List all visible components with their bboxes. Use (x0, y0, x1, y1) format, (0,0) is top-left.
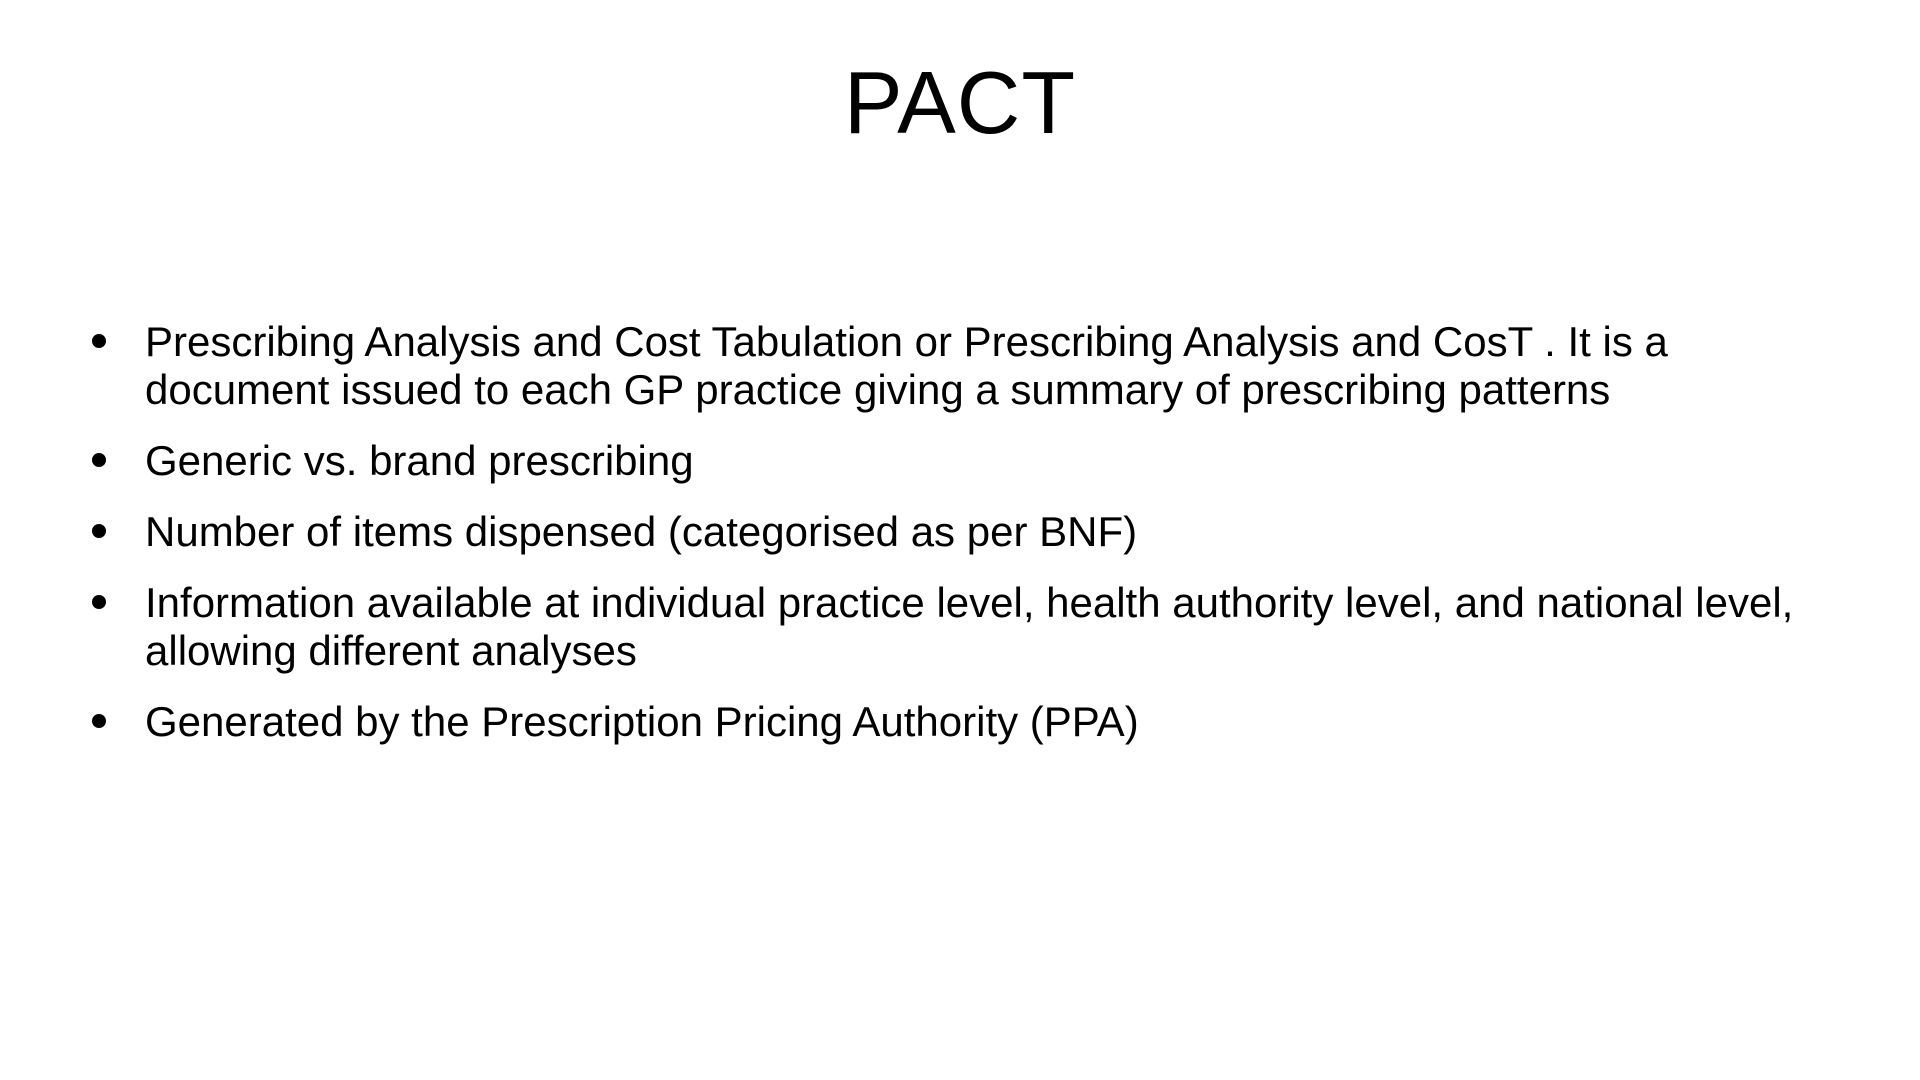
slide-title: PACT (843, 53, 1077, 152)
bullet-dot-icon (92, 453, 106, 467)
bullet-text: Number of items dispensed (categorised as per BNF) (145, 508, 1138, 555)
bullet-text: Information available at individual practice level, health authority level, and national level, allowing different analyses (145, 579, 1794, 674)
bullet-text: Generated by the Prescription Pricing Authority (PPA) (145, 698, 1139, 745)
bullet-dot-icon (92, 595, 106, 609)
bullet-dot-icon (92, 334, 106, 348)
bullet-dot-icon (92, 714, 106, 728)
bullet-dot-icon (92, 524, 106, 538)
bullet-list (92, 318, 1812, 769)
bullet-item (92, 579, 1812, 675)
bullet-text: Prescribing Analysis and Cost Tabulation or Prescribing Analysis and CosT . It is a document issued to each GP practice giving a summary of prescribing patterns (145, 318, 1668, 413)
bullet-item (92, 698, 1812, 746)
bullet-item (92, 508, 1812, 556)
bullet-text: Generic vs. brand prescribing (145, 437, 694, 484)
bullet-item (92, 318, 1812, 414)
bullet-item (92, 437, 1812, 485)
